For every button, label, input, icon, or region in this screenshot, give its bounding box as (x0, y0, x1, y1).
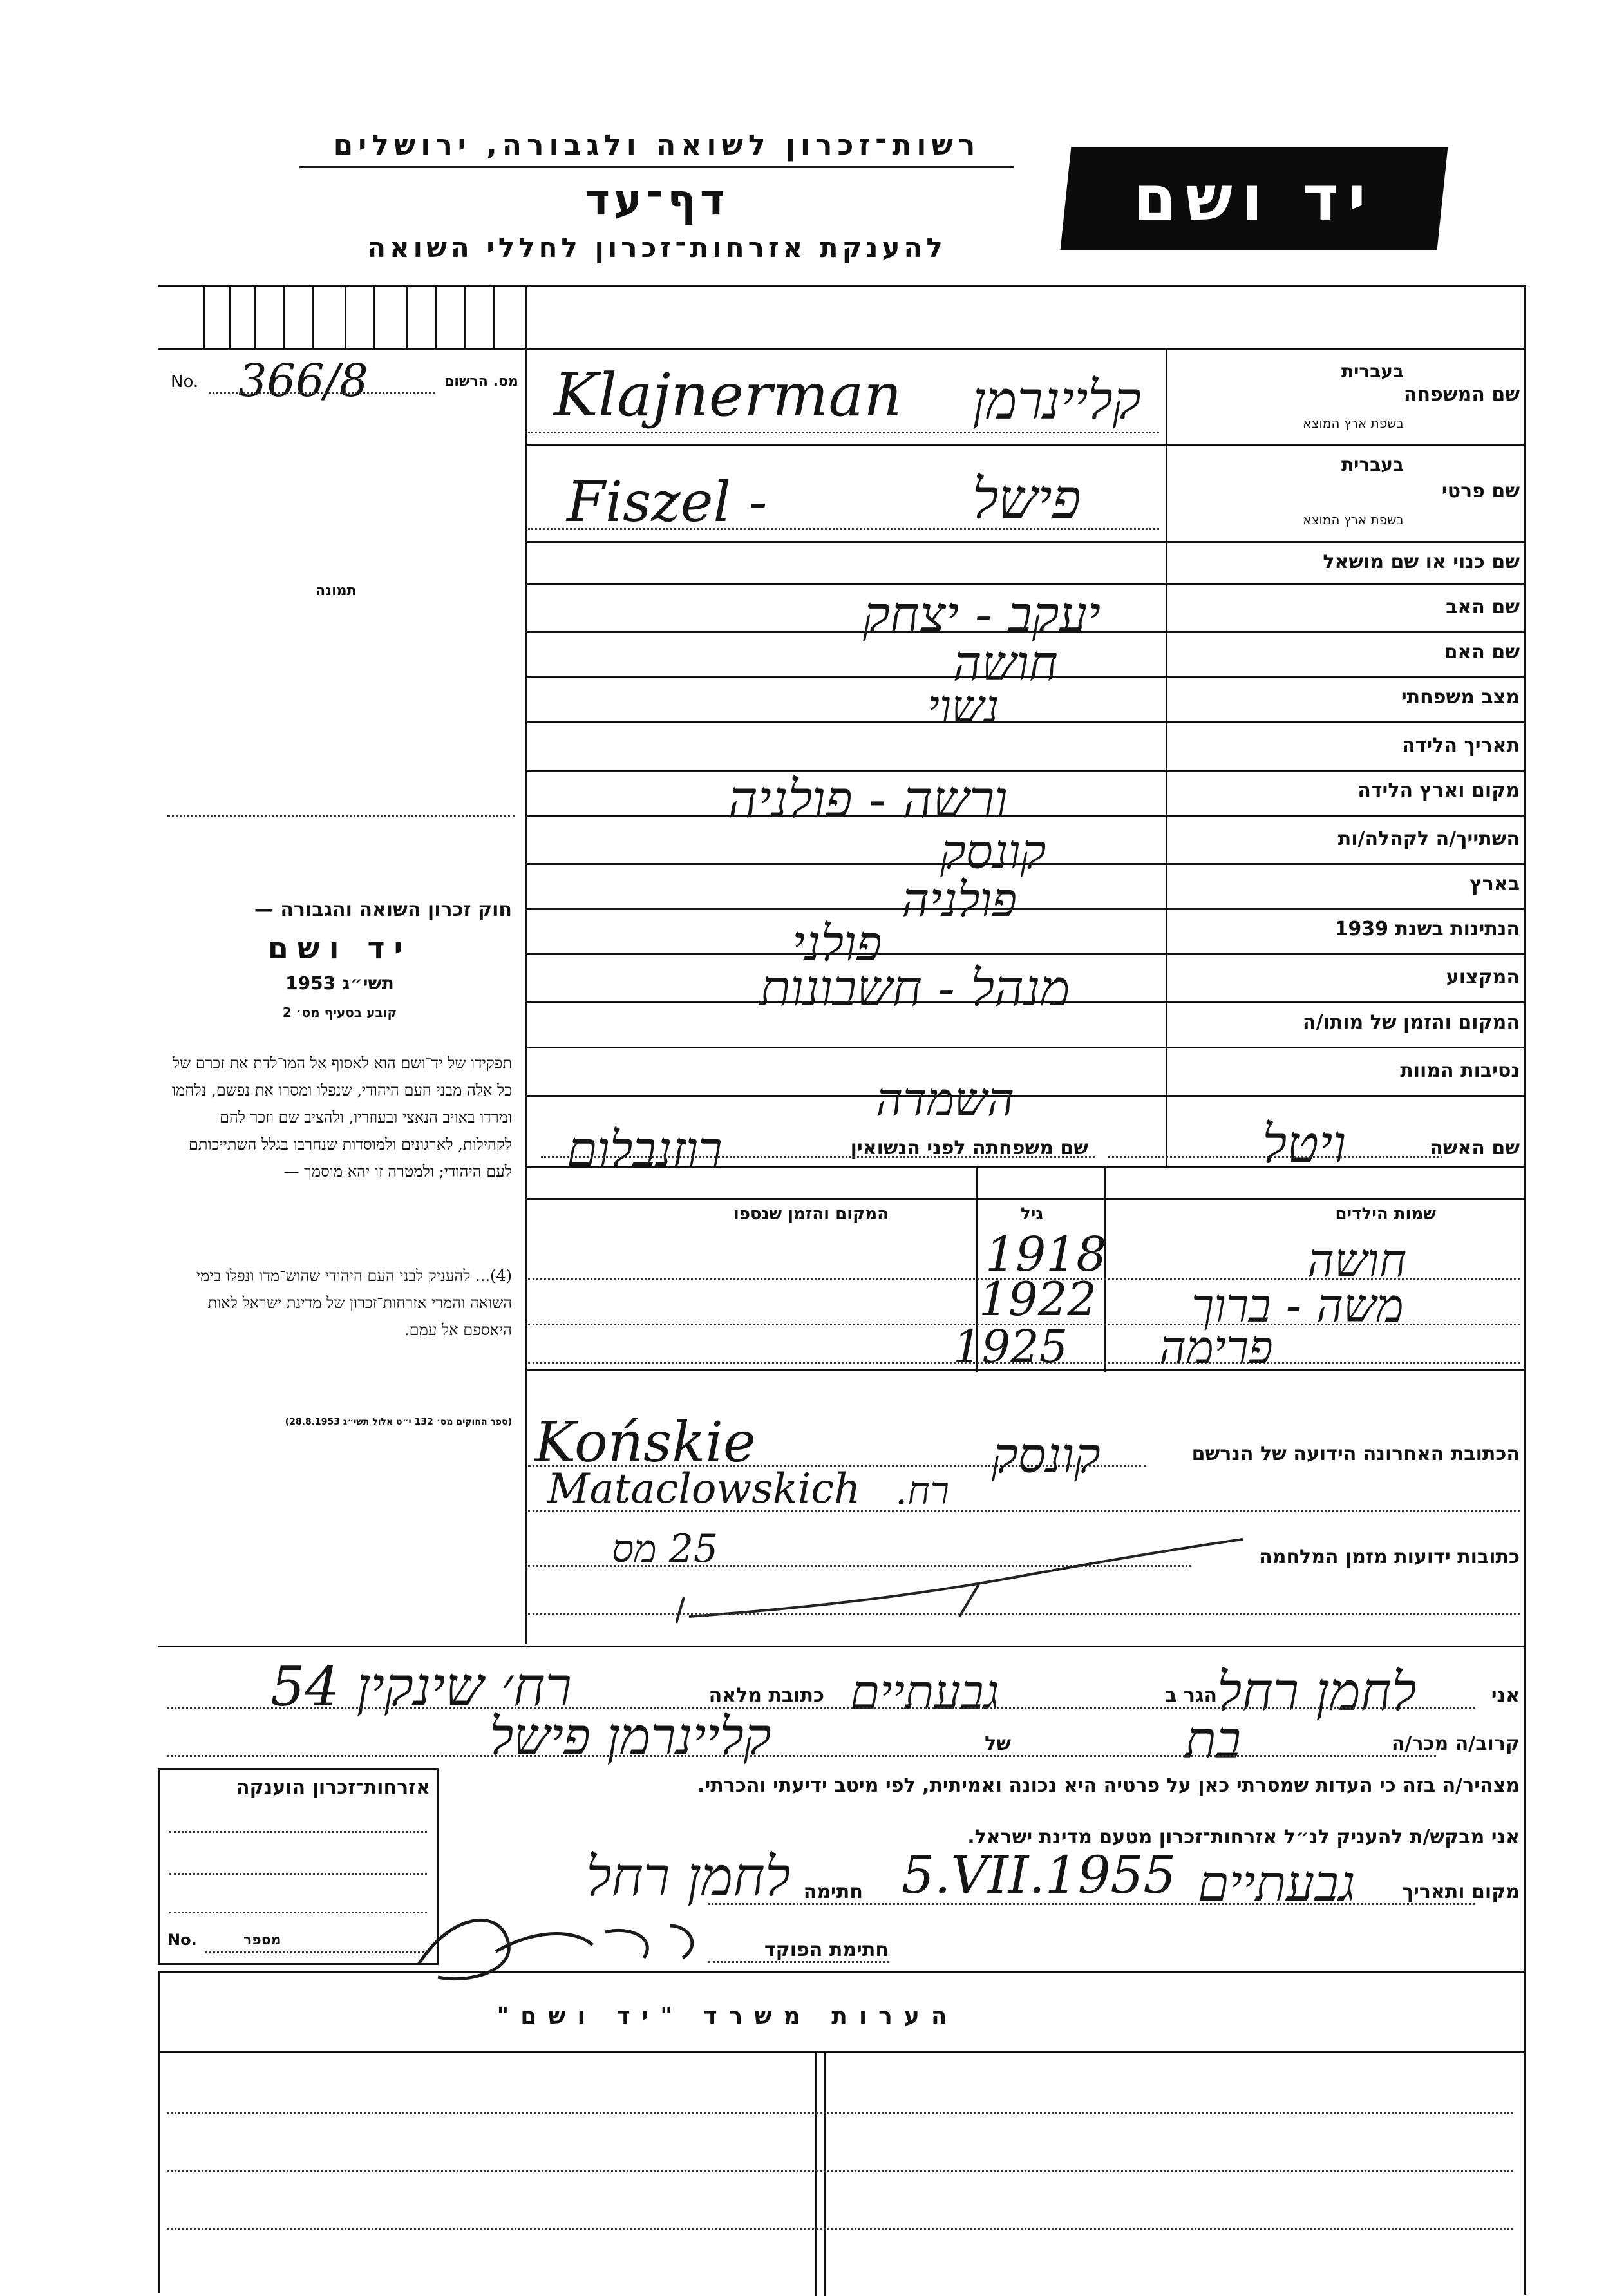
nickname-label: שם כנוי או שם מושאל (1323, 551, 1520, 573)
frame-right (1524, 285, 1526, 2295)
war-addresses-label: כתובות ידועות מזמן המלחמה (1259, 1546, 1520, 1568)
form-title: דף־עד (585, 175, 729, 225)
last-city-latin: Końskie (534, 1410, 756, 1475)
row-line (525, 721, 1526, 723)
maiden-dots (541, 1156, 1095, 1158)
last-street-latin: Mataclowskich (547, 1465, 861, 1513)
hebrew-label: בעברית (1341, 454, 1404, 475)
tick-mark (203, 285, 205, 350)
death-place-time-label: המקום והזמן של מותו/ה (1302, 1011, 1520, 1034)
relative-of-name: קליינרמן פישל (489, 1707, 771, 1767)
surname-hebrew: קליינרמן (972, 370, 1141, 432)
of-label: של (985, 1732, 1011, 1755)
header-row-line (158, 348, 1526, 350)
war-address-note: 25 מס (612, 1526, 719, 1571)
declarant-dots (167, 1707, 1475, 1709)
notes-col-divider (815, 2051, 817, 2296)
tick-mark (435, 285, 437, 350)
tick-mark (229, 285, 231, 350)
tick-mark (345, 285, 346, 350)
birthplace-label: מקום וארץ הלידה (1357, 779, 1520, 802)
full-address-label: כתובת מלאה (708, 1684, 824, 1707)
country: פולניה (902, 873, 1017, 928)
mother-label: שם האם (1444, 641, 1520, 663)
citizenship-granted-box (158, 1768, 439, 1965)
notes-col-divider (824, 2051, 826, 2296)
wife-label: שם האשה (1430, 1137, 1520, 1159)
row-line (525, 770, 1526, 772)
tick-mark (493, 285, 495, 350)
firstname-label: שם פרטי (1441, 480, 1520, 502)
frame-left-lower (158, 1971, 160, 2293)
law-paragraph-1: תפקידו של יד־ושם הוא לאסוף אל המו־לדת את זכרם של כל אלה מבני העם היהודי, שנפלו ומסרו את נפשם, נלחמו ומרדו באויב הנאצי ובעוזריו, ולהציב שם וזכר להם לקהילות, לארגונים ולמוסדות שנחרבו בגלל השתייכותם לעם היהודי; ולמטרה זו יהא מוסמך — (171, 1054, 512, 1181)
no-label: No. (171, 372, 199, 392)
notes-dots (167, 2228, 1513, 2230)
wife-name: ויטל (1262, 1114, 1347, 1175)
firstname-latin: Fiszel - (567, 470, 768, 535)
father-name: יעקב - יצחק (863, 586, 1101, 644)
tick-mark (283, 285, 285, 350)
place-date-dots (708, 1903, 1475, 1905)
death-circumstances-label: נסיבות המוות (1400, 1059, 1520, 1082)
citizenship-1939-label: הנתינות בשנת 1939 (1334, 918, 1520, 940)
section-line (158, 1646, 1526, 1647)
notes-header-line (158, 2051, 1526, 2053)
child-name: משה - ברוך (1191, 1278, 1404, 1333)
yad-vashem-logo (1061, 147, 1448, 250)
row-line (525, 815, 1526, 817)
community: קונסק (940, 824, 1046, 880)
notes-dots (167, 2170, 1513, 2172)
surname-latin: Klajnerman (554, 361, 902, 430)
registration-dots (209, 392, 435, 394)
main-column-divider (525, 285, 527, 1644)
sign-place: גבעתיים (1198, 1855, 1356, 1913)
address-dots (528, 1613, 1520, 1615)
sign-date: 5.VII.1955 (902, 1845, 1176, 1905)
registration-number-row (167, 354, 518, 407)
declarant-city: גבעתיים (850, 1665, 1000, 1720)
row-line (525, 541, 1526, 543)
child-name: חושה (1307, 1233, 1407, 1287)
surname-dots (528, 432, 1159, 433)
row-line (525, 444, 1526, 446)
children-names-header: שמות הילדים (1335, 1204, 1436, 1224)
relative-label: קרוב/ה מכר/ה (1391, 1732, 1520, 1755)
law-title: חוק זכרון השואה והגבורה — (254, 898, 512, 921)
registration-label: מס. הרשום (444, 374, 518, 390)
box-dots (169, 1831, 427, 1833)
last-street-hebrew: רח. (895, 1468, 950, 1513)
photo-area-separator (167, 815, 515, 817)
tick-mark (312, 285, 314, 350)
tick-mark (406, 285, 408, 350)
last-city-hebrew: קונסק (992, 1427, 1101, 1484)
death-circumstances: השמדה (876, 1072, 1015, 1126)
photo-label: תמונה (316, 583, 357, 599)
place-date-label: מקום ותאריך (1402, 1881, 1520, 1903)
notes-dots (167, 2112, 1513, 2114)
country-label: בארץ (1469, 873, 1520, 895)
children-age-header: גיל (1020, 1204, 1043, 1224)
frame-top (158, 285, 1526, 287)
declarant-name: לחמן רחל (1217, 1662, 1417, 1723)
law-year: תשי״ג 1953 (285, 972, 394, 994)
wife-maiden-name: רוזנבלום (567, 1121, 723, 1178)
firstname-hebrew: פישל (972, 467, 1081, 531)
child-age: 1925 (953, 1320, 1068, 1373)
box-number-label: מספר (243, 1932, 281, 1948)
wife-dots (1108, 1156, 1442, 1158)
form-subtitle: להענקת אזרחות־זכרון לחללי השואה (367, 232, 947, 263)
relative-dots (167, 1755, 1436, 1757)
hebrew-label: בעברית (1341, 361, 1404, 382)
row-line (525, 583, 1526, 585)
declaration-text: מצהיר/ה בזה כי העדות שמסרתי כאן על פרטיה היא נכונה ואמיתית, לפי מיטב ידיעתי והכרתי. (697, 1774, 1520, 1797)
row-line (525, 1047, 1526, 1048)
row-line (525, 953, 1526, 955)
law-paragraph-2: (4)... להעניק לבני העם היהודי שהוש־מדו ונפלו בימי השואה והמרי אזרחות־זכרון של מדינת ישראל לאות היאספם אל עמם. (196, 1267, 512, 1339)
marital-status: נשוי (927, 679, 999, 734)
relation: בת (1185, 1710, 1242, 1770)
declarant-street: רח׳ שינקין 54 (270, 1655, 572, 1718)
signature-label: חתימה (803, 1881, 863, 1903)
citizenship-box-title: אזרחות־זכרון הוענקה (236, 1776, 430, 1799)
registration-number: 366/8 (238, 354, 368, 407)
tick-mark (464, 285, 466, 350)
law-citation: (ספר החוקים מס׳ 132 י״ט אלול תשי״ג 28.8.1953) (285, 1417, 512, 1427)
profession-label: המקצוע (1446, 966, 1520, 989)
box-dots (169, 1873, 427, 1875)
tick-mark (254, 285, 256, 350)
notes-top-line (158, 1971, 1526, 1973)
box-dots (169, 1912, 427, 1913)
children-place-header: המקום והזמן שנספו (733, 1204, 889, 1224)
maiden-name-label: שם משפחתה לפני הנשואין (850, 1137, 1088, 1159)
logo-text: יד ושם (1133, 162, 1375, 234)
law-name: יד ושם (267, 931, 412, 965)
child-name: פרימה (1159, 1320, 1273, 1374)
request-text: אני מבקש/ת להעניק לנ״ל אזרחות־זכרון מטעם מדינת ישראל. (967, 1826, 1520, 1848)
origin-label: בשפת ארץ המוצא (1303, 512, 1404, 527)
child-age: 1918 (985, 1227, 1107, 1282)
tick-mark (373, 285, 375, 350)
last-address-label: הכתובת האחרונה הידועה של הנרשם (1191, 1443, 1520, 1465)
resides-label: הגר ב (1165, 1684, 1217, 1707)
marital-label: מצב משפחתי (1401, 686, 1520, 708)
label-column-divider (1166, 348, 1167, 1166)
mother-name: חושה (953, 634, 1058, 692)
row-line (525, 1095, 1526, 1097)
child-age: 1922 (979, 1272, 1097, 1326)
officer-signature (399, 1887, 734, 2003)
row-line (525, 908, 1526, 910)
children-header-line (525, 1198, 1526, 1200)
i-label: אני (1491, 1684, 1520, 1707)
officer-signature-label: חתימת הפוקד (764, 1939, 889, 1961)
declarant-signature: לחמן רחל (586, 1845, 791, 1908)
birthdate-label: תאריך הלידה (1402, 734, 1520, 757)
citizenship-1939: פולני (792, 915, 882, 972)
birthplace: ורשה - פולניה (728, 770, 1008, 830)
community-label: השתייך/ה לקהלה/ות (1337, 828, 1520, 850)
notes-title: הערות משרד "יד ושם" (496, 2003, 959, 2029)
authority-underline (299, 166, 1014, 168)
profession: מנהל - חשבונות (760, 960, 1070, 1018)
origin-label: בשפת ארץ המוצא (1303, 415, 1404, 431)
box-no-label: No. (167, 1931, 197, 1949)
officer-dots (708, 1961, 889, 1963)
authority-title: רשות־זכרון לשואה ולגבורה, ירושלים (333, 129, 981, 162)
father-label: שם האב (1446, 596, 1520, 618)
box-number-dots (205, 1951, 424, 1953)
address-dots (528, 1510, 1520, 1512)
surname-label: שם המשפחה (1403, 383, 1520, 406)
law-clause: קובע בסעיף מס׳ 2 (282, 1005, 397, 1020)
